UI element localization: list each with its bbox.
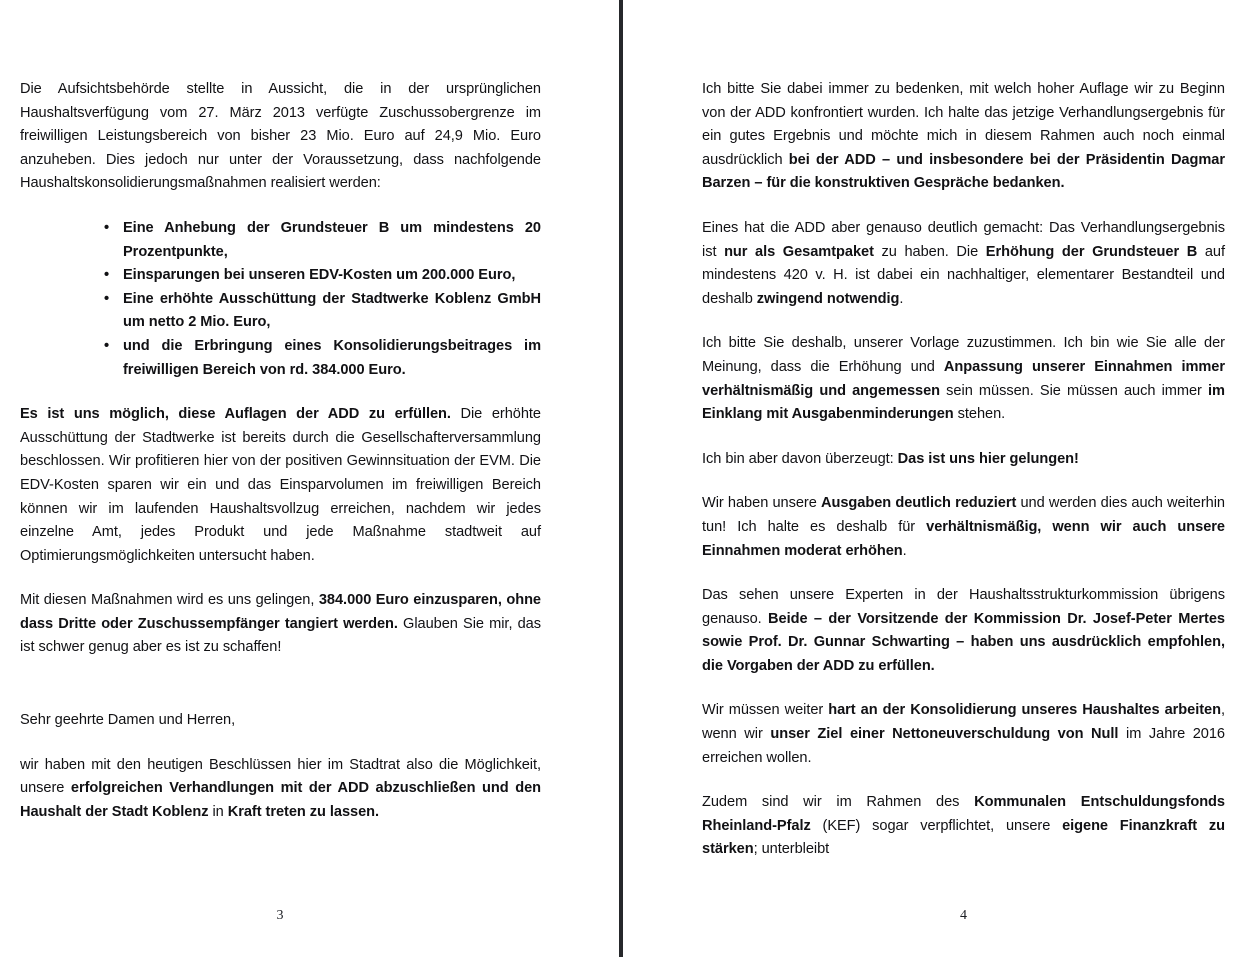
- text-run-bold: Erhöhung der Grundsteuer B: [985, 243, 1198, 260]
- text-run: .: [902, 542, 907, 559]
- text-run: Die erhöhte Ausschüttung der Stadtwerke ist bereits durch die Gesellschafterversammlung beschlossen. Wir profitieren hier von der positiven Gewinnsituation der EVM. Die EDV-Kosten sparen wir ein und das Einsparvolumen im freiwilligen Bereich können wir im laufenden Haushaltsvollzug erreichen, nachdem wir jedes einzelne Amt, jedes Produkt und jede Maßnahme stadtweit auf Optimierungsmöglichkeiten untersucht haben.: [20, 406, 541, 564]
- paragraph: [702, 332, 1225, 426]
- paragraph: [702, 791, 1225, 862]
- vertical-spacer: [20, 681, 541, 709]
- text-run-bold: Das ist uns hier gelungen!: [897, 450, 1079, 467]
- bullet-list-item: • Einsparungen bei unseren EDV-Kosten um 200.000 Euro,: [20, 264, 541, 288]
- text-run: .: [899, 290, 904, 307]
- bullet-list: [20, 217, 541, 382]
- bullet-list-item: • und die Erbringung eines Konsolidierungsbeitrages im freiwilligen Bereich von rd. 384.000 Euro.: [20, 335, 541, 382]
- paragraph: [702, 448, 1225, 472]
- text-run: Ich bitte Sie dabei immer zu bedenken, mit welch hoher Auflage wir zu Beginn von der ADD konfrontiert wurden. Ich halte das jetzige Verhandlungsergebnis für ein gutes Ergebnis und möchte mich in diesem Rahmen auch noch einmal ausdrücklich: [702, 81, 1225, 168]
- paragraph: [20, 78, 541, 196]
- page-number-right: 4: [960, 908, 967, 923]
- bullet-list-item: • Eine Anhebung der Grundsteuer B um mindestens 20 Prozentpunkte,: [20, 217, 541, 264]
- text-run: und werden dies auch weiterhin tun! Ich halte es deshalb für: [702, 495, 1225, 535]
- paragraph: [702, 699, 1225, 770]
- text-run: Zudem sind wir im Rahmen des: [702, 794, 975, 811]
- paragraph: [702, 217, 1225, 311]
- text-run-bold: unser Ziel einer Nettoneuverschuldung von Null: [770, 726, 1119, 743]
- text-run: sein müssen. Sie müssen auch immer: [940, 382, 1209, 399]
- text-run-bold: verhältnismäßig, wenn wir auch unsere Einnahmen moderat erhöhen: [702, 518, 1225, 559]
- page-left-body: [20, 78, 541, 824]
- page-right: [623, 0, 1233, 957]
- text-run: (KEF) sogar verpflichtet, unsere: [810, 817, 1063, 834]
- text-run-bold: Beide – der Vorsitzende der Kommission Dr. Josef-Peter Mertes sowie Prof. Dr. Gunnar Schwarting – haben uns ausdrücklich empfohlen, die Vorgaben der ADD zu erfüllen.: [702, 610, 1225, 674]
- text-run-bold: erfolgreichen Verhandlungen mit der ADD abzuschließen und den Haushalt der Stadt Koblenz: [20, 780, 542, 820]
- text-run-bold: Es ist uns möglich, diese Auflagen der ADD zu erfüllen.: [20, 406, 451, 423]
- text-run: , wenn wir: [702, 702, 1225, 743]
- paragraph: [702, 492, 1225, 563]
- text-run-bold: 384.000 Euro einzusparen, ohne dass Dritte oder Zuschussempfänger tangiert werden.: [20, 592, 541, 632]
- text-run-bold: Kraft treten zu lassen.: [227, 803, 380, 820]
- text-run-bold: Ausgaben deutlich reduziert: [820, 495, 1017, 512]
- text-run: wir haben mit den heutigen Beschlüssen hier im Stadtrat also die Möglichkeit, unsere: [20, 756, 541, 797]
- text-run: stehen.: [953, 406, 1006, 423]
- page-number-left: 3: [276, 908, 284, 923]
- text-run: Mit diesen Maßnahmen wird es uns gelingen,: [20, 592, 319, 609]
- text-run: Glauben Sie mir, das ist schwer genug aber es ist zu schaffen!: [20, 615, 541, 656]
- paragraph: [20, 709, 541, 733]
- text-run: Wir müssen weiter: [702, 702, 829, 719]
- text-run: Die Aufsichtsbehörde stellte in Aussicht, die in der ursprünglichen Haushaltsverfügung vom 27. März 2013 verfügte Zuschussobergrenze im freiwilligen Leistungsbereich von bisher 23 Mio. Euro auf 24,9 Mio. Euro anzuheben. Dies jedoch nur unter der Voraussetzung, dass nachfolgende Haushaltskonsolidierungsmaßnahmen realisiert werden:: [20, 81, 541, 192]
- text-run-bold: eigene Finanzkraft zu stärken: [702, 817, 1225, 858]
- paragraph: [20, 754, 541, 825]
- text-run: Ich bitte Sie deshalb, unserer Vorlage zuzustimmen. Ich bin wie Sie alle der Meinung, dass die Erhöhung und: [702, 335, 1225, 375]
- text-run: zu haben. Die: [873, 243, 986, 260]
- text-run-bold: Anpassung unserer Einnahmen immer verhältnismäßig und angemessen: [702, 358, 1225, 399]
- paragraph: [702, 584, 1225, 678]
- text-run-bold: Kommunalen Entschuldungsfonds Rheinland-Pfalz: [702, 794, 1225, 834]
- text-run: in: [208, 803, 228, 820]
- text-run: ; unterbleibt: [753, 841, 830, 858]
- text-run: Das sehen unsere Experten in der Haushaltsstrukturkommission übrigens genauso.: [702, 587, 1225, 627]
- text-run: Ich bin aber davon überzeugt:: [702, 450, 898, 467]
- page-right-body: [702, 78, 1225, 862]
- text-run-bold: zwingend notwendig: [756, 290, 900, 307]
- text-run: Eines hat die ADD aber genauso deutlich gemacht: Das Verhandlungsergebnis ist: [702, 219, 1225, 260]
- text-run-bold: nur als Gesamtpaket: [724, 243, 874, 260]
- paragraph: [20, 403, 541, 568]
- text-run: auf mindestens 420 v. H. ist dabei ein nachhaltiger, elementarer Bestandteil und deshalb: [702, 243, 1225, 307]
- paragraph: [20, 589, 541, 660]
- paragraph: [702, 78, 1225, 196]
- text-run-bold: bei der ADD – und insbesondere bei der Präsidentin Dagmar Barzen – für die konstruktiven Gespräche bedanken.: [702, 151, 1225, 192]
- text-run-bold: im Einklang mit Ausgabenminderungen: [702, 382, 1225, 423]
- text-run: im Jahre 2016 erreichen wollen.: [702, 726, 1225, 766]
- text-run-bold: hart an der Konsolidierung unseres Haushaltes arbeiten: [828, 702, 1221, 719]
- text-run: Sehr geehrte Damen und Herren,: [20, 712, 236, 729]
- text-run: Wir haben unsere: [702, 495, 821, 512]
- bullet-list-item: • Eine erhöhte Ausschüttung der Stadtwerke Koblenz GmbH um netto 2 Mio. Euro,: [20, 288, 541, 335]
